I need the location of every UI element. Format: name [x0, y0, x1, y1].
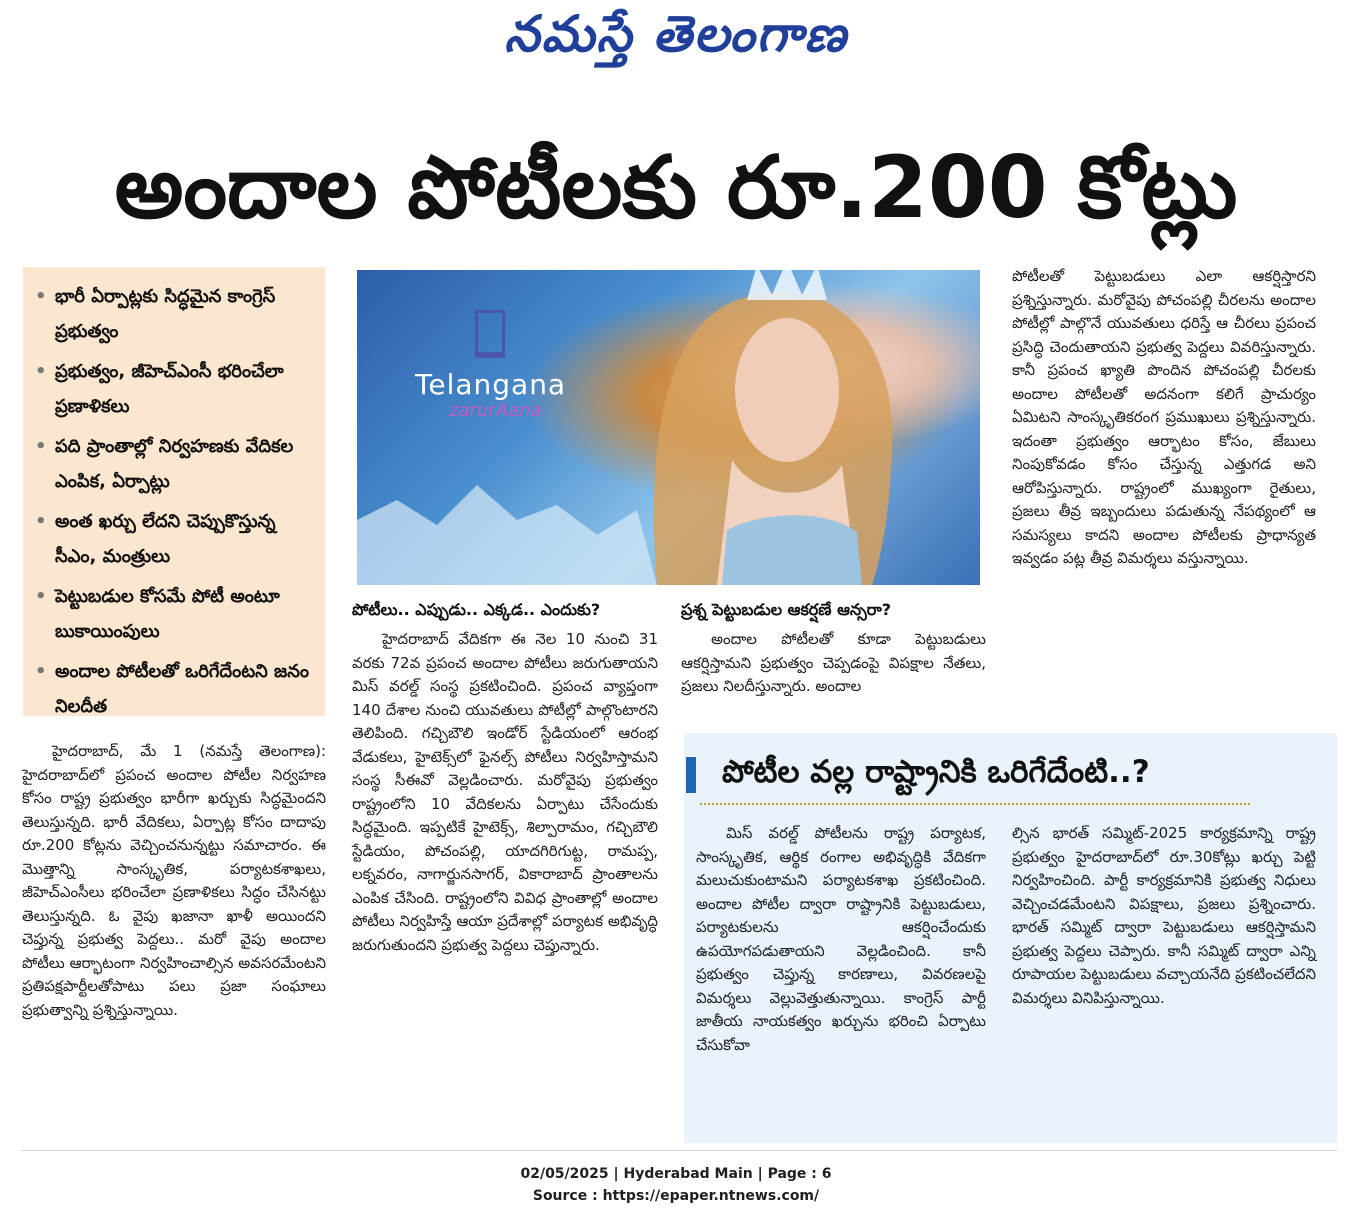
- sidebar-box-col2-body: ల్సిన భారత్ సమ్మిట్-2025 కార్యక్రమాన్ని రాష్ట్ర ప్రభుత్వం హైదరాబాద్‌లో రూ.30కోట్లు ఖర్చు పెట్టి నిర్వహించింది. పార్టీ కార్యక్రమానికి ప్రభుత్వ నిధులు వెచ్చించడమేంటని విపక్షాలు, ప్రజలు ప్రశ్నించారు. భారత్ సమ్మిట్ ద్వారా పెట్టుబడులు ఆకర్షిస్తామని ప్రభుత్వ పెద్దలు చెప్పారు. కానీ సమ్మిట్ ద్వారా ఎన్ని రూపాయల పెట్టుబడులు వచ్చాయనేది ప్రకటించలేదని విమర్శలు వినిపిస్తున్నాయి.: [1012, 824, 1316, 1007]
- highlight-text: భారీ ఏర్పాట్లకు సిద్ధమైన కాంగ్రెస్ ప్రభుత్వం: [55, 286, 276, 342]
- sidebar-box-accent-bar: [686, 757, 696, 793]
- highlight-item: [33, 654, 319, 724]
- telangana-logo-icon: [475, 310, 505, 358]
- article-photo: [357, 270, 980, 585]
- photo-logo-text: Telangana: [415, 368, 567, 401]
- highlight-text: అంత ఖర్చు లేదని చెప్పుకొస్తున్న సీఎం, మంత్రులు: [55, 511, 276, 567]
- bullet-icon: •: [35, 511, 47, 532]
- bullet-icon: •: [35, 361, 47, 382]
- highlight-text: అందాల పోటీలతో ఒరిగేదేంటని జనం నిలదీత: [55, 661, 309, 717]
- highlight-text: ప్రభుత్వం, జీహెచ్ఎంసీ భరించేలా ప్రణాళికలు: [55, 361, 284, 417]
- footer-date-line: 02/05/2025 | Hyderabad Main | Page : 6: [520, 1166, 832, 1182]
- section-question-heading: ప్రశ్న పెట్టుబడుల ఆకర్షణే ఆన్సరా?: [681, 600, 892, 619]
- article-right-column: [1012, 265, 1316, 571]
- bullet-icon: •: [35, 286, 47, 307]
- sidebar-box-title: పోటీల వల్ల రాష్ట్రానికి ఒరిగేదేంటి..?: [722, 754, 1150, 790]
- photo-logo-tagline: zarurAana: [449, 400, 542, 421]
- sidebar-box-col1-body: మిస్ వరల్డ్ పోటీలను రాష్ట్ర పర్యాటక, సాంస్కృతిక, ఆర్థిక రంగాల అభివృద్ధికి వేదికగా మలుచుకుంటామని పర్యాటకశాఖ ప్రకటించింది. అందాల పోటీల ద్వారా రాష్ట్రానికి పెట్టుబడులు, పర్యాటకులను ఆకర్షించేందుకు ఉపయోగపడుతాయని వెల్లడించింది. కానీ ప్రభుత్వం చెప్తున్న కారణాలు, వివరణలపై విమర్శలు వెల్లువెత్తుతున్నాయి. కాంగ్రెస్ పార్టీ జాతీయ నాయకత్వం ఖర్చును భరించి ఏర్పాటు చేసుకోవా: [696, 824, 986, 1054]
- sidebar-box-divider: [700, 803, 1250, 805]
- highlight-item: [33, 504, 319, 574]
- article-left-body: హైదరాబాద్, మే 1 (నమస్తే తెలంగాణ): హైదరాబాద్‌లో ప్రపంచ అందాల పోటీల నిర్వహణ కోసం రాష్ట్ర ప్రభుత్వం భారీగా ఖర్చుకు సిద్ధమైందని తెలుస్తున్నది. భారీ వేదికలు, ఏర్పాట్ల కోసం దాదాపు రూ.200 కోట్లను వెచ్చించనున్నట్టు సమాచారం. ఈ మొత్తాన్ని సాంస్కృతిక, పర్యాటకశాఖలు, జీహెచ్ఎంసీలు భరించేలా ప్రణాళికలు సిద్ధం చేసినట్టు తెలుస్తున్నది. ఓ వైపు ఖజానా ఖాళీ అయిందని చెప్తున్న ప్రభుత్వ పెద్దలు.. మరో వైపు అందాల పోటీలు ఆర్భాటంగా నిర్వహించాల్సిన అవసరమేంటని ప్రతిపక్షపార్టీలతోపాటు పలు ప్రజా సంఘాలు ప్రభుత్వాన్ని ప్రశ్నిస్తున్నాయి.: [22, 742, 326, 1019]
- section-when-heading: పోటీలు.. ఎప్పుడు.. ఎక్కడ.. ఎందుకు?: [352, 600, 601, 619]
- article-left-column: [22, 740, 326, 1022]
- highlight-item: [33, 354, 319, 424]
- section-question-body: అందాల పోటీలతో కూడా పెట్టుబడులు ఆకర్షిస్తామని ప్రభుత్వం చెప్పడంపై విపక్షాల నేతలు, ప్రజలు నిలదీస్తున్నారు. అందాల: [681, 630, 986, 695]
- footer-divider: [22, 1150, 1337, 1151]
- section-question: [681, 598, 986, 699]
- bullet-icon: •: [35, 436, 47, 457]
- highlight-item: [33, 429, 319, 499]
- highlight-text: పెట్టుబడుల కోసమే పోటీ అంటూ బుకాయింపులు: [55, 586, 280, 642]
- bullet-icon: •: [35, 586, 47, 607]
- headline: అందాల పోటీలకు రూ.200 కోట్లు: [114, 138, 1238, 238]
- footer: [0, 1163, 1352, 1207]
- highlight-text: పది ప్రాంతాల్లో నిర్వహణకు వేదికల ఎంపిక, ఏర్పాట్లు: [55, 436, 294, 492]
- section-when: [352, 598, 658, 957]
- masthead-title: నమస్తే తెలంగాణ: [504, 4, 848, 63]
- photo-illustration: [357, 270, 980, 585]
- bullet-icon: •: [35, 661, 47, 682]
- sidebar-box-col1: [696, 822, 986, 1057]
- highlight-item: [33, 579, 319, 649]
- footer-source-line: Source : https://epaper.ntnews.com/: [532, 1188, 820, 1204]
- highlights-box: [23, 267, 325, 716]
- section-when-body: హైదరాబాద్ వేదికగా ఈ నెల 10 నుంచి 31 వరకు 72వ ప్రపంచ అందాల పోటీలు జరుగుతాయని మిస్ వరల్డ్ సంస్థ ప్రకటించింది. ప్రపంచ వ్యాప్తంగా 140 దేశాల నుంచి యువతులు పోటీల్లో పాల్గొంటారని తెలిపింది. గచ్చిబౌలి ఇండోర్ స్టేడియంలో ఆరంభ వేడుకలు, హైటెక్స్‌లో ఫైనల్స్ పోటీలు నిర్వహిస్తామని సంస్థ సీఈవో వెల్లడించారు. మరోవైపు ప్రభుత్వం రాష్ట్రంలోని 10 వేదికలను ఏర్పాటు చేసేందుకు సిద్ధమైంది. ఇప్పటికే హైటెక్స్, శిల్పారామం, గచ్చిబౌలి స్టేడియం, పోచంపల్లి, యాదగిరిగుట్ట, రామప్ప, లక్నవరం, నాగార్జునసాగర్, వికారాబాద్ ప్రాంతాలను ఎంపిక చేసింది. రాష్ట్రంలోని వివిధ ప్రాంతాల్లో అందాల పోటీలు నిర్వహిస్తే ఆయా ప్రదేశాల్లో పర్యాటక అభివృద్ధి జరుగుతుందని ప్రభుత్వ పెద్దలు చెప్తున్నారు.: [352, 630, 658, 954]
- highlight-item: [33, 279, 319, 349]
- sidebar-box-col2: [1012, 822, 1316, 1010]
- article-right-body: పోటీలతో పెట్టుబడులు ఎలా ఆకర్షిస్తారని ప్రశ్నిస్తున్నారు. మరోవైపు పోచంపల్లి చీరలను అందాల పోటీల్లో పాల్గొనే యువతులు ధరిస్తే ఆ చీరలు ప్రపంచ ప్రసిద్ధి చెందుతాయని ప్రభుత్వ పెద్దలు వివరిస్తున్నారు. కానీ ప్రపంచ ఖ్యాతి పొందిన పోచంపల్లి చీరలకు అందాల పోటీలతో అదనంగా కలిగే ప్రాచుర్యం ఏమిటని సాంస్కృతికరంగ ప్రముఖులు ప్రశ్నిస్తున్నారు. ఇదంతా ప్రభుత్వం ఆర్భాటం కోసం, జేబులు నింపుకోవడం కోసం చేస్తున్న ఎత్తుగడ అని ఆరోపిస్తున్నారు. రాష్ట్రంలో ముఖ్యంగా రైతులు, ప్రజలు తీవ్ర ఇబ్బందులు పడుతున్న నేపథ్యంలో ఆ సమస్యలు కాదని అందాల పోటీలకు ప్రాధాన్యత ఇవ్వడం పట్ల తీవ్ర విమర్శలు వస్తున్నాయి.: [1012, 267, 1316, 567]
